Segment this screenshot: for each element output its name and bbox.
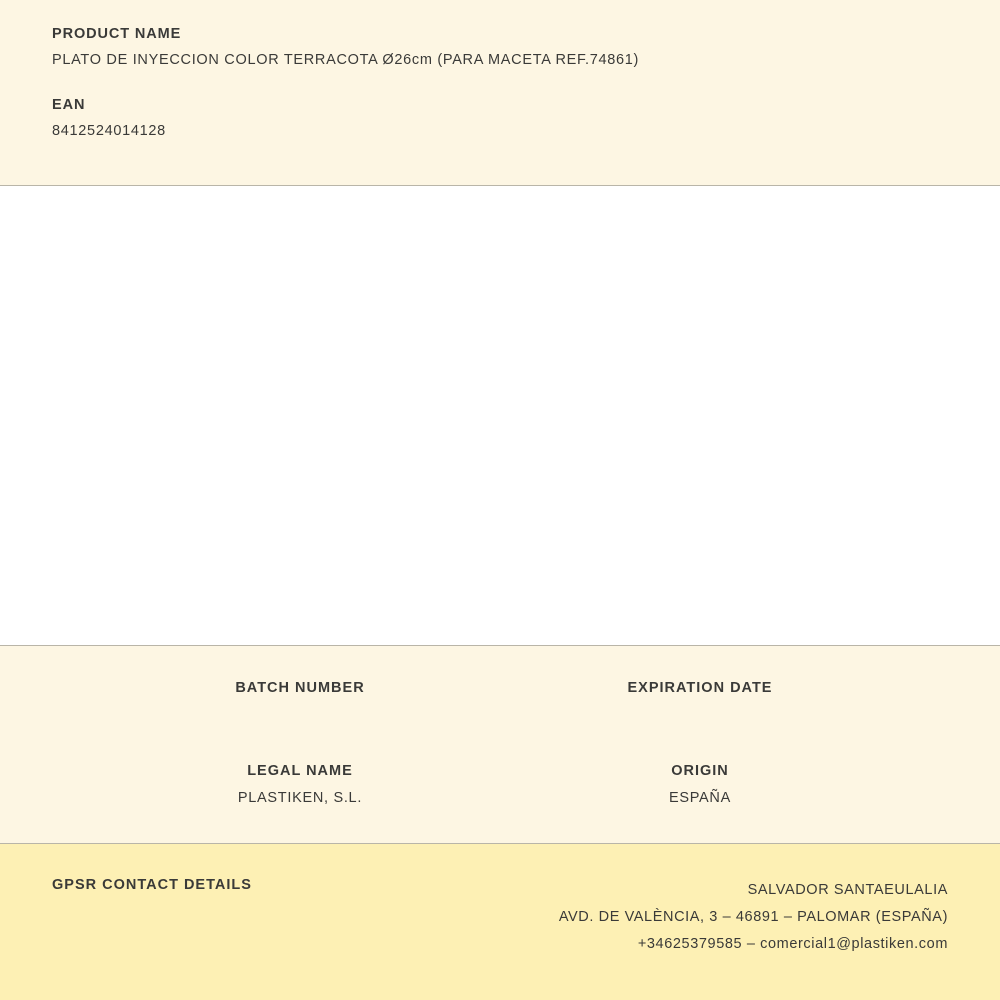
blank-content-area bbox=[0, 186, 1000, 646]
gpsr-contact-label: GPSR CONTACT DETAILS bbox=[52, 877, 252, 893]
identification-section bbox=[0, 646, 1000, 844]
gpsr-contact-details bbox=[559, 877, 948, 958]
gpsr-contact-phone-email: +34625379585 – comercial1@plastiken.com bbox=[637, 936, 948, 952]
ean-label: EAN bbox=[52, 97, 86, 113]
spacer bbox=[52, 68, 1000, 97]
legal-name-label: LEGAL NAME bbox=[247, 763, 353, 779]
expiration-date-field bbox=[550, 680, 850, 707]
origin-value: ESPAÑA bbox=[669, 790, 731, 806]
legal-name-value: PLASTIKEN, S.L. bbox=[237, 790, 363, 806]
gpsr-contact-address: AVD. DE VALÈNCIA, 3 – 46891 – PALOMAR (ESPAÑA) bbox=[558, 909, 948, 925]
legal-origin-row bbox=[0, 707, 1000, 806]
batch-number-label: BATCH NUMBER bbox=[235, 680, 365, 696]
origin-field bbox=[550, 763, 850, 806]
origin-label: ORIGIN bbox=[671, 763, 729, 779]
product-name-label: PRODUCT NAME bbox=[52, 26, 182, 42]
batch-expiration-row bbox=[0, 646, 1000, 707]
gpsr-contact-name: SALVADOR SANTAEULALIA bbox=[747, 882, 948, 898]
product-info-section bbox=[0, 0, 1000, 186]
gpsr-contact-section bbox=[0, 844, 1000, 1000]
legal-name-field bbox=[150, 763, 450, 806]
expiration-date-label: EXPIRATION DATE bbox=[627, 680, 773, 696]
product-name-value: PLATO DE INYECCION COLOR TERRACOTA Ø26cm (PARA MACETA REF.74861) bbox=[52, 52, 640, 68]
batch-number-field bbox=[150, 680, 450, 707]
ean-value: 8412524014128 bbox=[52, 123, 166, 139]
